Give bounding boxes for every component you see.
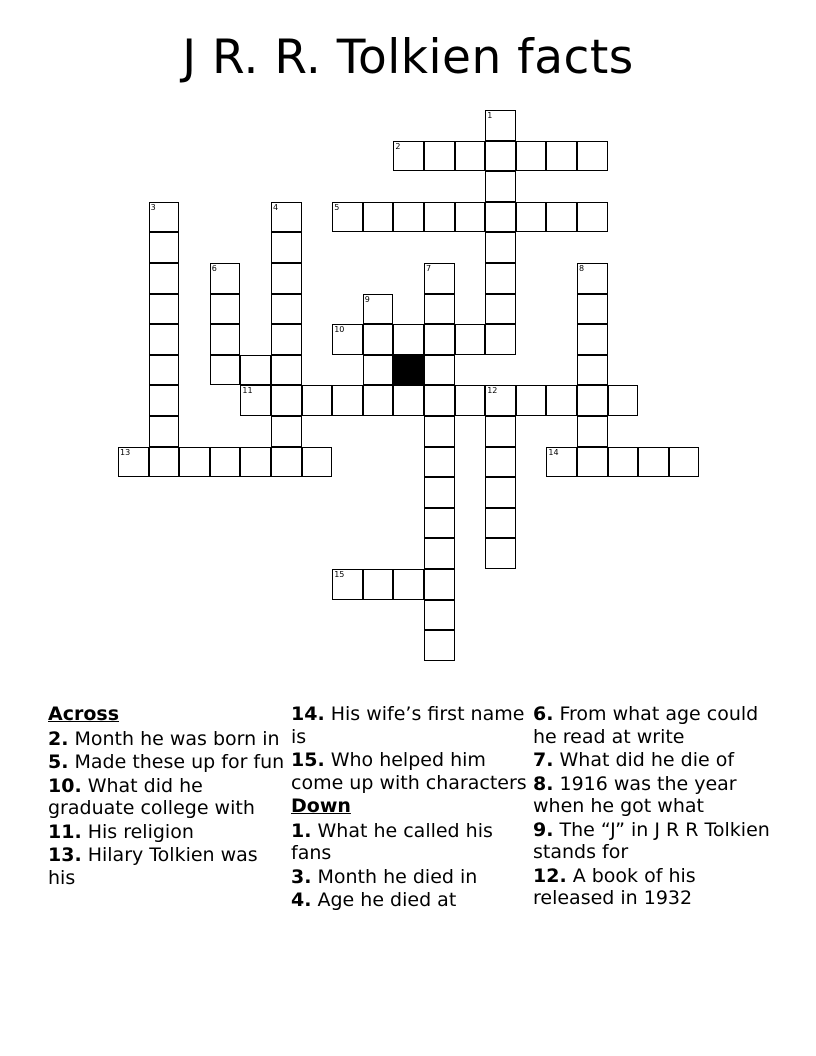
grid-cell[interactable] [485,416,516,447]
clues-column-1 [48,703,288,890]
clue-number: 12. [533,864,567,887]
grid-cell[interactable] [149,263,180,294]
grid-cell[interactable] [302,385,333,416]
across-clue [48,844,288,889]
grid-cell[interactable] [210,447,241,478]
across-clue [291,749,531,794]
grid-cell[interactable] [608,447,639,478]
grid-cell[interactable] [149,294,180,325]
clue-text: Age he died at [311,889,457,911]
grid-cell[interactable] [210,294,241,325]
grid-cell[interactable] [577,355,608,386]
cell-number: 2 [395,141,401,151]
cell-number: 3 [150,202,156,212]
clue-number: 4. [291,889,312,911]
grid-cell[interactable] [485,110,516,141]
grid-cell[interactable] [485,294,516,325]
grid-cell[interactable] [271,294,302,325]
clue-text: What did he die of [553,749,735,771]
grid-cell[interactable] [577,294,608,325]
clue-number: 15. [291,749,325,771]
clue-number: 2. [48,727,69,750]
black-cell [393,355,424,386]
across-clue [48,775,288,820]
grid-cell[interactable] [271,416,302,447]
clue-number: 3. [291,865,312,888]
clue-text: What did he graduate college with [48,774,255,819]
grid-cell[interactable] [393,202,424,233]
grid-cell[interactable] [363,324,394,355]
grid-cell[interactable] [485,477,516,508]
grid-cell[interactable] [424,141,455,172]
grid-cell[interactable] [271,385,302,416]
clue-text: 1916 was the year when he got what [533,772,737,817]
across-clue [48,728,288,751]
grid-cell[interactable] [546,141,577,172]
clue-text: Month he died in [311,865,478,888]
grid-cell[interactable] [577,263,608,294]
cell-number: 4 [273,202,279,212]
grid-cell[interactable] [424,538,455,569]
grid-cell[interactable] [455,202,486,233]
clue-number: 13. [48,844,82,866]
grid-cell[interactable] [363,202,394,233]
grid-cell[interactable] [455,324,486,355]
grid-cell[interactable] [485,385,516,416]
clue-text: His religion [81,820,194,843]
grid-cell[interactable] [546,385,577,416]
across-heading: Across [48,703,120,725]
grid-cell[interactable] [424,477,455,508]
grid-cell[interactable] [363,385,394,416]
grid-cell[interactable] [516,202,547,233]
grid-cell[interactable] [363,294,394,325]
across-clue [48,821,288,844]
across-clue [291,703,531,748]
cell-number: 1 [487,111,493,120]
grid-cell[interactable] [577,324,608,355]
grid-cell[interactable] [424,202,455,233]
grid-cell[interactable] [516,141,547,172]
down-heading: Down [291,795,351,817]
clue-number: 5. [48,751,69,773]
grid-cell[interactable] [485,508,516,539]
clue-text: What he called his fans [291,819,493,864]
grid-cell[interactable] [393,569,424,600]
clue-number: 10. [48,774,82,797]
clue-number: 9. [533,818,554,841]
down-clue [291,820,531,865]
grid-cell[interactable] [424,263,455,294]
grid-cell[interactable] [240,447,271,478]
down-clue [291,866,531,889]
grid-cell[interactable] [577,416,608,447]
grid-cell[interactable] [424,416,455,447]
grid-cell[interactable] [210,324,241,355]
grid-cell[interactable] [149,324,180,355]
grid-cell[interactable] [149,416,180,447]
down-clue-list-continued [533,703,773,910]
grid-cell[interactable] [638,447,669,478]
grid-cell[interactable] [271,232,302,263]
clue-number: 6. [533,703,554,725]
grid-cell[interactable] [669,447,700,478]
grid-cell[interactable] [210,355,241,386]
grid-cell[interactable] [363,569,394,600]
grid-cell[interactable] [271,202,302,233]
clue-number: 8. [533,772,554,795]
grid-cell[interactable] [424,324,455,355]
cell-number: 5 [334,202,340,212]
grid-cell[interactable] [271,447,302,478]
clue-number: 11. [48,820,82,843]
across-clue [48,751,288,774]
grid-cell[interactable] [271,324,302,355]
down-clue [533,865,773,910]
grid-cell[interactable] [118,447,149,478]
grid-cell[interactable] [485,447,516,478]
clue-text: Month he was born in [68,727,280,750]
grid-cell[interactable] [485,324,516,355]
cell-number: 8 [579,264,585,273]
cell-number: 11 [242,386,253,396]
across-clue-list [48,728,288,890]
across-clue-list-continued [291,703,531,794]
grid-cell[interactable] [332,385,363,416]
grid-cell[interactable] [424,447,455,478]
grid-cell[interactable] [240,385,271,416]
clue-text: A book of his released in 1932 [533,864,696,909]
grid-cell[interactable] [271,355,302,386]
grid-cell[interactable] [149,355,180,386]
clue-text: Who helped him come up with characters [291,749,527,794]
grid-cell[interactable] [577,385,608,416]
grid-cell[interactable] [485,232,516,263]
cell-number: 15 [334,570,345,579]
grid-cell[interactable] [332,202,363,233]
grid-cell[interactable] [516,385,547,416]
grid-cell[interactable] [577,202,608,233]
clue-text: Hilary Tolkien was his [48,844,258,889]
grid-cell[interactable] [240,355,271,386]
grid-cell[interactable] [455,141,486,172]
grid-cell[interactable] [393,385,424,416]
clues-column-2 [291,703,531,913]
down-clue [533,819,773,864]
grid-cell[interactable] [332,324,363,355]
grid-cell[interactable] [302,447,333,478]
grid-cell[interactable] [485,202,516,233]
clue-text: From what age could he read at write [533,703,759,748]
clues-column-3 [533,703,773,911]
cell-number: 7 [426,264,432,273]
cell-number: 14 [548,447,559,457]
grid-cell[interactable] [424,600,455,631]
clue-number: 7. [533,749,554,771]
grid-cell[interactable] [455,385,486,416]
cell-number: 10 [334,325,345,335]
down-clue [533,749,773,772]
grid-cell[interactable] [424,355,455,386]
grid-cell[interactable] [577,447,608,478]
grid-cell[interactable] [149,385,180,416]
grid-cell[interactable] [149,447,180,478]
grid-cell[interactable] [332,569,363,600]
clue-number: 14. [291,703,325,725]
down-clue [533,773,773,818]
grid-cell[interactable] [149,202,180,233]
clue-text: Made these up for fun [68,751,285,773]
grid-cell[interactable] [546,447,577,478]
cell-number: 6 [211,264,217,273]
grid-cell[interactable] [546,202,577,233]
down-clue [533,703,773,748]
grid-cell[interactable] [608,385,639,416]
down-clue-list [291,820,531,912]
grid-cell[interactable] [363,355,394,386]
grid-cell[interactable] [485,171,516,202]
cell-number: 13 [120,447,131,457]
cell-number: 12 [487,386,498,396]
grid-cell[interactable] [424,508,455,539]
grid-cell[interactable] [424,294,455,325]
page-title: J R. R. Tolkien facts [182,30,634,85]
grid-cell[interactable] [485,141,516,172]
grid-cell[interactable] [424,569,455,600]
down-clue [291,889,531,912]
cell-number: 9 [364,294,370,304]
grid-cell[interactable] [393,324,424,355]
grid-cell[interactable] [271,263,302,294]
grid-cell[interactable] [179,447,210,478]
clue-text: His wife’s first name is [291,703,525,748]
clue-text: The “J” in J R R Tolkien stands for [533,818,770,863]
grid-cell[interactable] [485,263,516,294]
grid-cell[interactable] [424,630,455,661]
grid-cell[interactable] [485,538,516,569]
grid-cell[interactable] [424,385,455,416]
grid-cell[interactable] [577,141,608,172]
grid-cell[interactable] [393,141,424,172]
grid-cell[interactable] [149,232,180,263]
clue-number: 1. [291,819,312,842]
grid-cell[interactable] [210,263,241,294]
